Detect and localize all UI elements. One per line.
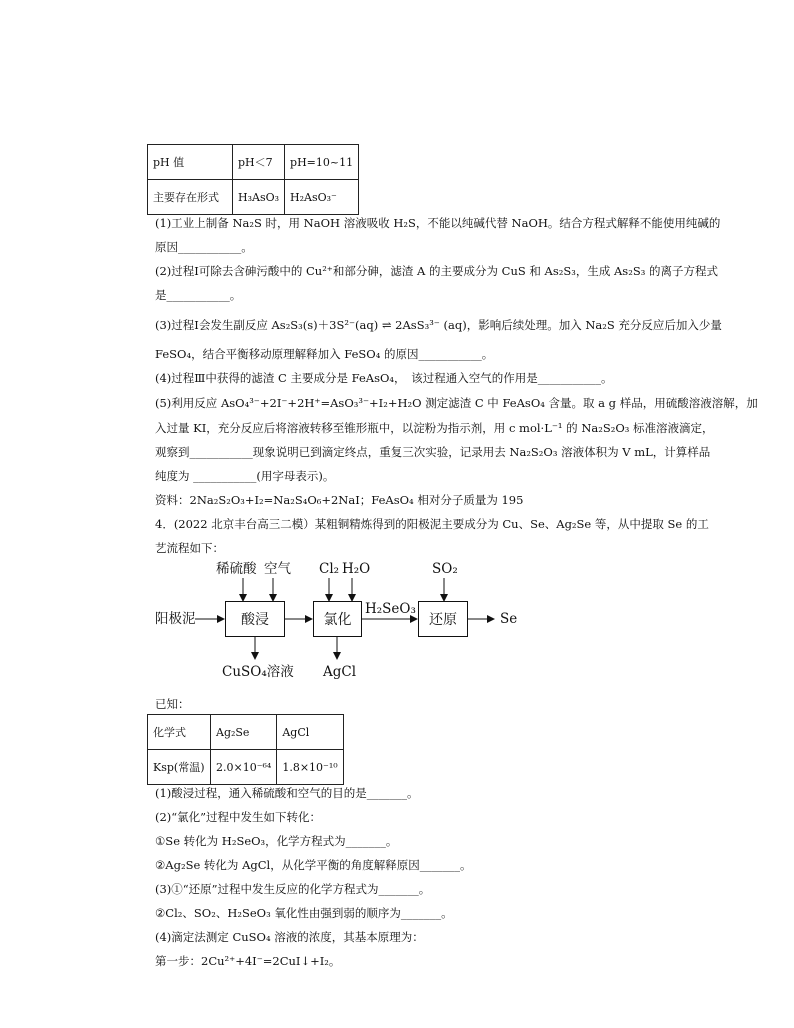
text-line: 资料：2Na₂S₂O₃+I₂=Na₂S₄O₆+2NaI；FeAsO₄ 相对分子质量为 195 <box>155 493 524 507</box>
text-line: ①Se 转化为 H₂SeO₃，化学方程式为_______。 <box>155 834 398 848</box>
text-line: (3)①“还原”过程中发生反应的化学方程式为_______。 <box>155 882 431 896</box>
text-line: (3)过程Ⅰ会发生副反应 As₂S₃(s)＋3S²⁻(aq) ⇌ 2AsS₃³⁻ (aq)，影响后续处理。加入 Na₂S 充分反应后加入少量 <box>155 318 722 332</box>
text-line: 入过量 KI，充分反应后将溶液转移至锥形瓶中，以淀粉为指示剂，用 c mol·L⁻¹ 的 Na₂S₂O₃ 标准溶液滴定， <box>155 421 714 435</box>
table-cell: AgCl <box>277 715 343 750</box>
table-cell: H₃AsO₃ <box>233 180 285 215</box>
input-so2: SO₂ <box>432 561 458 577</box>
input-cl2: Cl₂ <box>319 561 340 577</box>
text-line: (5)利用反应 AsO₄³⁻+2I⁻+2H⁺=AsO₃³⁻+I₂+H₂O 测定滤渣 C 中 FeAsO₄ 含量。取 a g 样品，用硫酸溶液溶解，加 <box>155 396 758 410</box>
text-line: ②Ag₂Se 转化为 AgCl，从化学平衡的角度解释原因_______。 <box>155 858 472 872</box>
text-line: (4)滴定法测定 CuSO₄ 溶液的浓度，其基本原理为： <box>155 930 424 944</box>
input-sulfuric-acid: 稀硫酸 <box>216 561 257 577</box>
step-chlorination: 氯化 <box>313 601 362 637</box>
table-cell: 1.8×10⁻¹⁰ <box>277 750 343 785</box>
table-cell: H₂AsO₃⁻ <box>285 180 359 215</box>
step-acid-leach: 酸浸 <box>225 601 285 637</box>
text-line: 是___________。 <box>155 288 242 302</box>
text-line: (2)过程Ⅰ可除去含砷污酸中的 Cu²⁺和部分砷，滤渣 A 的主要成分为 CuS 和 As₂S₃，生成 As₂S₃ 的离子方程式 <box>155 264 718 278</box>
table-cell: 主要存在形式 <box>148 180 233 215</box>
step-reduction: 还原 <box>418 601 468 637</box>
start-material: 阳极泥 <box>155 611 196 627</box>
text-line: (1)工业上制备 Na₂S 时，用 NaOH 溶液吸收 H₂S，不能以纯碱代替 NaOH。结合方程式解释不能使用纯碱的 <box>155 216 721 230</box>
table-cell: pH 值 <box>148 145 233 180</box>
table-cell: pH＜7 <box>233 145 285 180</box>
input-air: 空气 <box>264 561 291 577</box>
text-line: 艺流程如下： <box>155 541 224 555</box>
table-cell: Ag₂Se <box>211 715 277 750</box>
table-cell: Ksp(常温) <box>148 750 211 785</box>
text-line: 第一步：2Cu²⁺+4I⁻=2CuI↓+I₂。 <box>155 954 341 968</box>
table-cell: pH=10~11 <box>285 145 359 180</box>
intermediate-h2seo3: H₂SeO₃ <box>365 601 416 617</box>
text-line: (1)酸浸过程，通入稀硫酸和空气的目的是_______。 <box>155 786 419 800</box>
output-cuso4-solution: CuSO₄溶液 <box>222 664 294 680</box>
text-line: 4．(2022 北京丰台高三二模）某粗铜精炼得到的阳极泥主要成分为 Cu、Se、Ag₂Se 等，从中提取 Se 的工 <box>155 517 709 531</box>
text-line: 原因___________。 <box>155 240 253 254</box>
table-cell: 化学式 <box>148 715 211 750</box>
text-line: (2)“氯化”过程中发生如下转化： <box>155 810 322 824</box>
input-h2o: H₂O <box>342 561 371 577</box>
known-label: 已知： <box>155 697 190 711</box>
text-line: (4)过程Ⅲ中获得的滤渣 C 主要成分是 FeAsO₄， 该过程通入空气的作用是___________。 <box>155 371 613 385</box>
product-se: Se <box>500 611 518 627</box>
ksp-table <box>147 714 344 785</box>
text-line: ②Cl₂、SO₂、H₂SeO₃ 氧化性由强到弱的顺序为_______。 <box>155 906 453 920</box>
table-cell: 2.0×10⁻⁶⁴ <box>211 750 277 785</box>
output-agcl: AgCl <box>323 664 357 680</box>
text-line: 纯度为 ___________(用字母表示)。 <box>155 469 335 483</box>
text-line: FeSO₄，结合平衡移动原理解释加入 FeSO₄ 的原因___________。 <box>155 347 494 361</box>
text-line: 观察到___________现象说明已到滴定终点，重复三次实验，记录用去 Na₂S₂O₃ 溶液体积为 V mL，计算样品 <box>155 445 711 459</box>
